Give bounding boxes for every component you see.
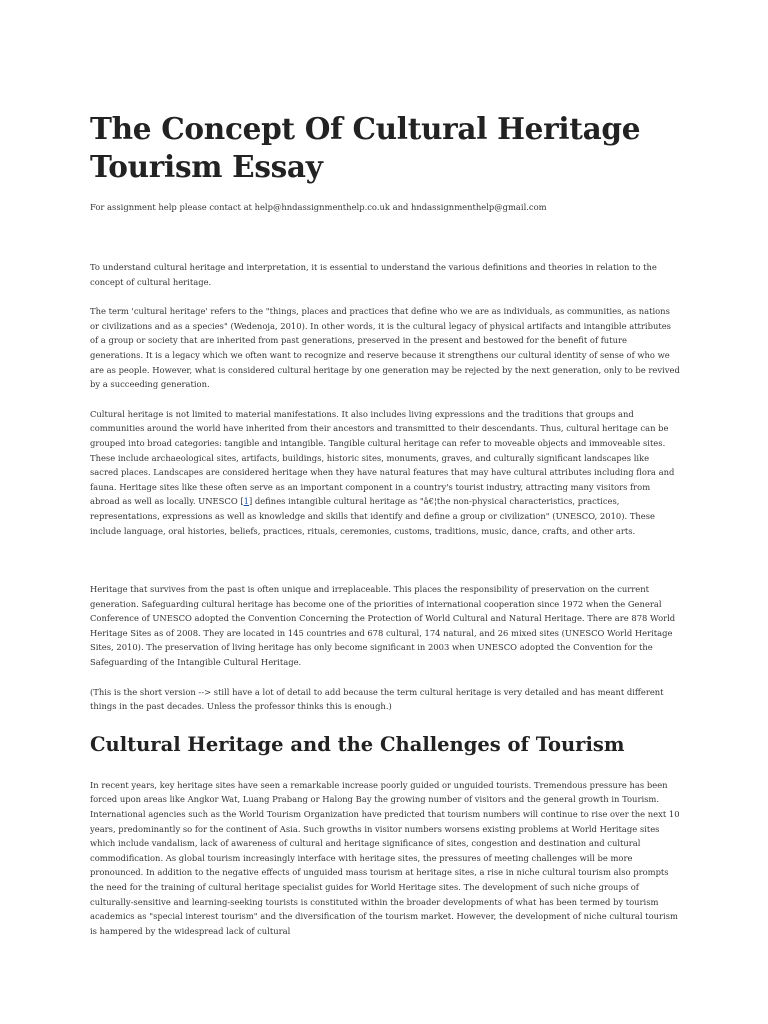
document-page (90, 110, 680, 938)
paragraph-intro: To understand cultural heritage and interpretation, it is essential to understand the various definitions and theories in relation to the concept of cultural heritage. (90, 262, 657, 287)
section-heading: Cultural Heritage and the Challenges of Tourism (90, 732, 625, 756)
paragraph-text-after-ref: ] defines intangible cultural heritage as "â€¦the non-physical characteristics, practices, representations, expressions as well as knowledge and skills that identify and define a group or civilization" (UNESCO, 2010). These include language, oral histories, beliefs, practices, rituals, ceremonies, customs, traditions, music, dance, crafts, and other arts. (90, 496, 656, 536)
paragraph-preservation: Heritage that survives from the past is often unique and irreplaceable. This places the responsibility of preservation on the current generation. Safeguarding cultural heritage has become one of the priorities of international cooperation since 1972 when the General Conference of UNESCO adopted the Convention Concerning the Protection of World Cultural and Natural Heritage. There are 878 World Heritage Sites as of 2008. They are located in 145 countries and 678 cultural, 174 natural, and 26 mixed sites (UNESCO World Heritage Sites, 2010). The preservation of living heritage has only become significant in 2003 when UNESCO adopted the Convention for the Safeguarding of the Intangible Cultural Heritage. (90, 584, 676, 668)
footnote-link[interactable]: 1 (243, 496, 249, 507)
paragraph-challenges: In recent years, key heritage sites have seen a remarkable increase poorly guided or unguided tourists. Tremendous pressure has been forced upon areas like Angkor Wat, Luang Prabang or Halong Bay the growing number of visitors and the general growth in Tourism. International agencies such as the World Tourism Organization have predicted that tourism numbers will continue to rise over the next 10 years, predominantly so for the continent of Asia. Such growths in visitor numbers worsens existing problems at World Heritage sites which include vandalism, lack of awareness of cultural and heritage significance of sites, congestion and destination and cultural commodification. As global tourism increasingly interface with heritage sites, the pressures of meeting challenges will be more pronounced. In addition to the negative effects of unguided mass tourism at heritage sites, a rise in niche cultural tourism also prompts the need for the training of cultural heritage specialist guides for World Heritage sites. The development of such niche groups of culturally-sensitive and learning-seeking tourists is constituted within the broader developments of what has been termed by tourism academics as "special interest tourism" and the diversification of the tourism market. However, the development of niche cultural tourism is hampered by the widespread lack of cultural (90, 779, 680, 936)
paragraph-note: (This is the short version --> still have a lot of detail to add because the term cultural heritage is very detailed and has meant different things in the past decades. Unless the professor thinks this is enough.) (90, 686, 664, 712)
paragraph-definition: The term 'cultural heritage' refers to the "things, places and practices that define who we are as individuals, as communities, as nations or civilizations and as a species" (Wedenoja, 2010). In other words, it is the cultural legacy of physical artifacts and intangible attributes of a group or society that are inherited from past generations, preserved in the present and bestowed for the benefit of future generations. It is a legacy which we often want to recognize and reserve because it strengthens our cultural identity of sense of who we are as people. However, what is considered cultural heritage by one generation may be rejected by the next generation, only to be revived by a succeeding generation. (90, 306, 680, 390)
contact-line: For assignment help please contact at help@hndassignmenthelp.co.uk and hndassignmenthelp@gmail.com (90, 202, 547, 212)
paragraph-tangible-intangible (90, 407, 680, 538)
paragraph-text-before-ref: Cultural heritage is not limited to material manifestations. It also includes living expressions and the traditions that groups and communities around the world have inherited from their ancestors and transmitted to their descendants. Thus, cultural heritage can be grouped into broad categories: tangible and intangible. Tangible cultural heritage can refer to moveable objects and immoveable sites. These include archaeological sites, artifacts, buildings, historic sites, monuments, graves, and culturally significant landscapes like sacred places. Landscapes are considered heritage when they have natural features that may have cultural attributes including flora and fauna. Heritage sites like these often serve as an important component in a country's tourist industry, attracting many visitors from abroad as well as locally. UNESCO [ (90, 408, 675, 507)
page-title: The Concept Of Cultural Heritage Tourism Essay (90, 111, 641, 184)
